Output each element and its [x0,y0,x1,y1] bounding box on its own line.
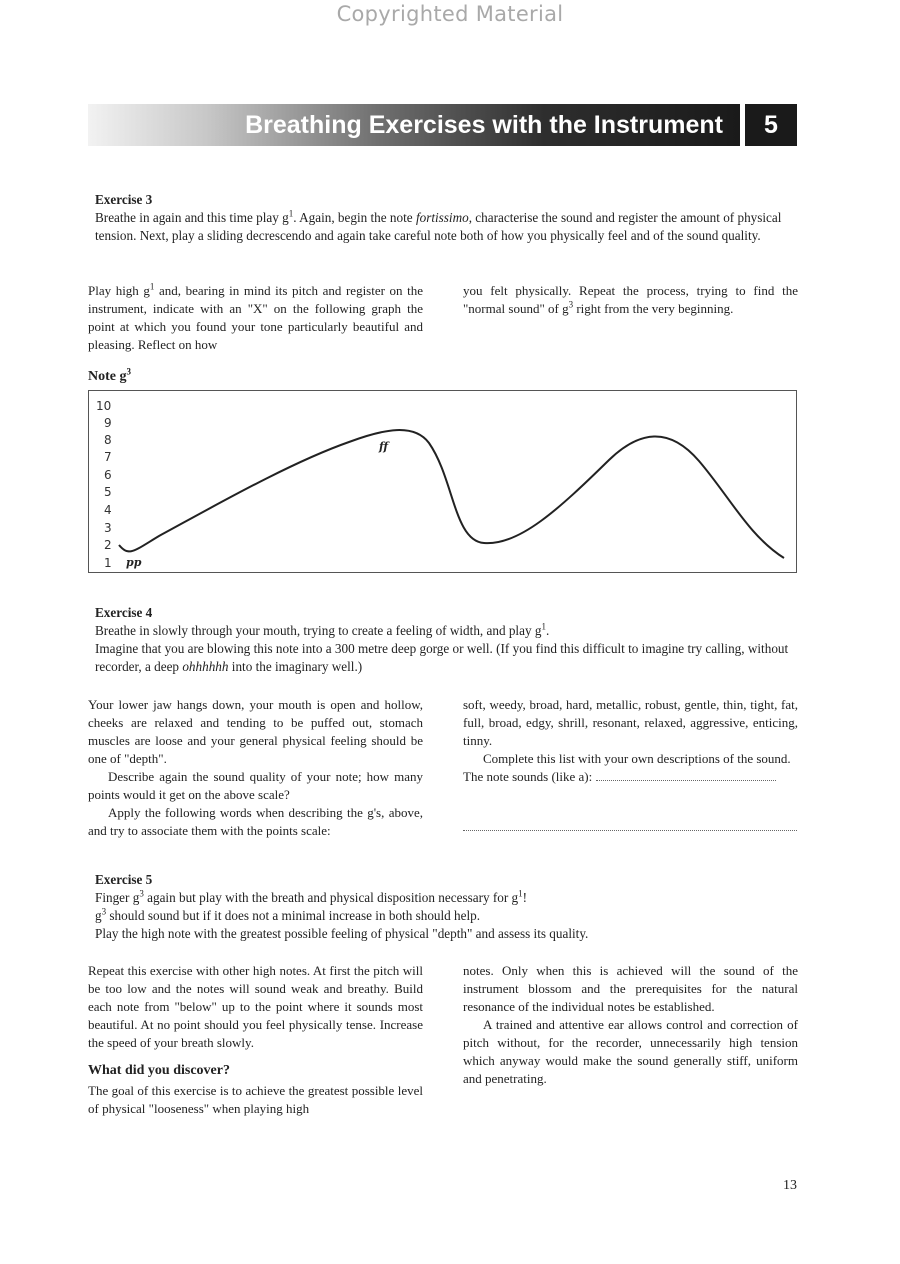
exercise-4-right-column [463,696,798,786]
exercise-3-text: Breathe in again and this time play $g^1$. Again, begin the note fortissimo, characterise the sound and register the amount of physical tension. Next, play a sliding decrescendo and again take careful note both of how you physically feel and of the sound quality. [95,208,782,243]
paragraph: Complete this list with your own descriptions of the sound. [483,751,791,766]
exercise-4-heading: Exercise 4 [95,605,153,620]
y-label-8: 8 [104,433,112,447]
y-label-4: 4 [104,503,112,517]
paragraph: A trained and attentive ear allows control and correction of pitch without, for the recorder, unnecessarily high tension which anyway would make the sound generally stiff, uniform and penetrating. [463,1017,798,1086]
exercise-4-line-2: Imagine that you are blowing this note into a 300 metre deep gorge or well. (If you find this difficult to imagine try calling, without recorder, a deep ohhhhhh into the imaginary well.) [95,641,789,674]
note-sounds-line: The note sounds (like a): [463,768,798,786]
exercise-5-line-1: Finger $g^3$ again but play with the breath and physical disposition necessary for $g^1$! [95,888,528,905]
y-label-3: 3 [104,521,112,535]
y-label-9: 9 [104,416,112,430]
pp-marking: pp [126,556,142,569]
paragraph: Your lower jaw hangs down, your mouth is open and hollow, cheeks are relaxed and tending to be puffed out, stomach muscles are loose and your general physical feeling should be one of "depth". [88,697,423,766]
y-label-1: 1 [104,556,112,570]
sound-graph [88,390,797,573]
exercise-4-left-column [88,696,423,840]
ff-marking: ff [379,440,389,453]
paragraph: notes. Only when this is achieved will the sound of the instrument blossom and the prerequisites for the natural resonance of the individual notes be established. [463,963,798,1014]
exercise-5-line-2: $g^3$ should sound but if it does not a minimal increase in both should help. [95,906,481,923]
fill-in-line-2[interactable] [463,830,797,831]
paragraph: Apply the following words when describing the g's, above, and try to associate them with the points scale: [88,805,423,838]
y-label-10: 10 [96,399,112,413]
y-label-5: 5 [104,485,112,499]
graph-title: Note $g^3$ [88,366,131,384]
exercise-3-heading: Exercise 3 [95,192,153,207]
fill-in-line[interactable] [596,769,776,781]
sound-curve-svg [89,391,798,574]
descriptor-word-list: soft, weedy, broad, hard, metallic, robust, gentle, thin, tight, fat, full, broad, edgy, shrill, resonant, relaxed, aggressive, enticing, tinny. [463,697,798,748]
exercise-5 [95,871,797,943]
exercise-5-right-column [463,962,798,1088]
exercise-4-line-1: Breathe in slowly through your mouth, trying to create a feeling of width, and play $g^1$. [95,621,550,638]
paragraph: Repeat this exercise with other high notes. At first the pitch will be too low and the notes will sound weak and breathy. Build each note from "below" up to the point where it sounds most beautiful. At no point should you feel physically tense. Increase the speed of your breath slowly. [88,963,423,1050]
y-label-7: 7 [104,450,112,464]
paragraph: The goal of this exercise is to achieve the greatest possible level of physical "looseness" when playing high [88,1083,423,1116]
chapter-title: Breathing Exercises with the Instrument [245,111,723,139]
y-label-6: 6 [104,468,112,482]
exercise-5-line-3: Play the high note with the greatest possible feeling of physical "depth" and assess its quality. [95,926,589,941]
exercise-5-heading: Exercise 5 [95,872,153,887]
discover-heading: What did you discover? [88,1063,230,1078]
page-number: 13 [783,1178,797,1193]
sound-curve-line [119,430,784,558]
exercise-5-left-column [88,962,423,1118]
g3-instructions-left: Play high $g^1$ and, bearing in mind its pitch and register on the instrument, indicate with an "X" on the following graph the point at which you found your tone particularly beautiful and pleasing. Reflect on how [88,281,423,352]
y-label-2: 2 [104,538,112,552]
copyright-watermark: Copyrighted Material [336,2,564,26]
g3-instructions-right: you felt physically. Repeat the process, trying to find the "normal sound" of $g^3$ right from the very beginning. [463,283,798,316]
paragraph: Describe again the sound quality of your note; how many points would it get on the above scale? [88,769,423,802]
exercise-4 [95,604,797,676]
chapter-number: 5 [745,104,797,146]
exercise-3 [95,191,797,245]
